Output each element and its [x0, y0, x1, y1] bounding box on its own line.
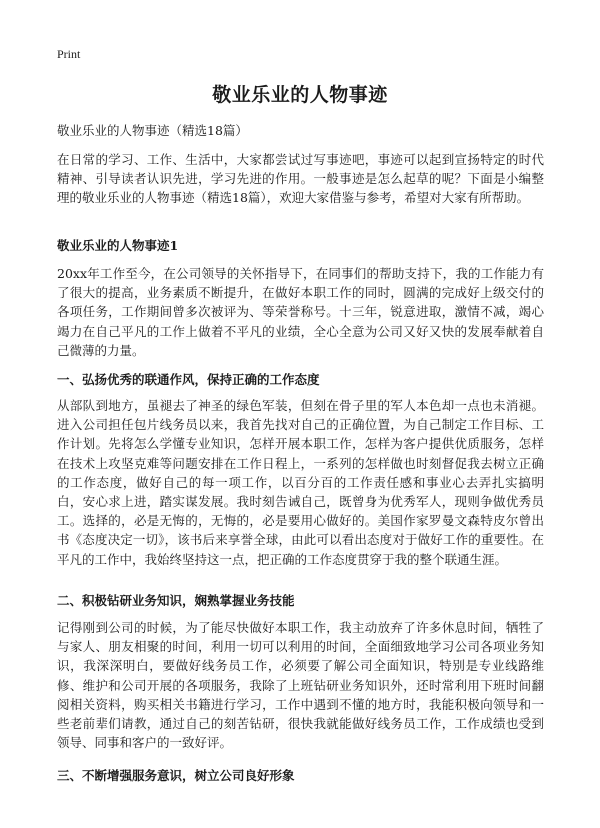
heading-2-paragraph: 记得刚到公司的时候，为了能尽快做好本职工作，我主动放弃了许多休息时间，牺牲了与家人、朋友相聚的时间，利用一切可以利用的时间，全面细致地学习公司各项业务知识，我深深明白，要做好线务员工作，必须要了解公司全面知识，特别是专业线路维修、维护和公司开展的各项服务，我除了上班钻研业务知识外，还时常利用下班时间翻阅相关资料，购买相关书籍进行学习，工作中遇到不懂的地方时，我能积极向领导和一些老前辈们请教，通过自己的刻苦钻研，很快我就能做好线务员工作，工作成绩也受到领导、同事和客户的一致好评。: [57, 620, 544, 751]
page-title: 敬业乐业的人物事迹: [212, 84, 388, 106]
intro-paragraph: 在日常的学习、工作、生活中，大家都尝试过写事迹吧，事迹可以起到宣扬特定的时代精神、引导读者认识先进，学习先进的作用。一般事迹是怎么起草的呢？下面是小编整理的敬业乐业的人物事迹（精选18篇），欢迎大家借鉴与参考，希望对大家有所帮助。: [57, 152, 544, 206]
heading-1-paragraph: 从部队到地方，虽褪去了神圣的绿色军装，但刻在骨子里的军人本色却一点也未消褪。进入公司担任包片线务员以来，我首先找对自己的正确位置，为自己制定工作目标、工作计划。先将怎么学懂专业知识，怎样开展本职工作，怎样为客户提供优质服务，怎样在技术上攻坚克难等问题安排在工作日程上，一系列的怎样做也时刻督促我去树立正确的工作态度，做好自己的每一项工作，以百分百的工作责任感和事业心去弄扎实搞明白，安心求上进，踏实谋发展。我时刻告诫自己，既曾身为优秀军人，现则争做优秀员工。选择的，必是无悔的，无悔的，必是要用心做好的。美国作家罗曼文森特皮尔曾出书《态度决定一切》，该书后来享誉全球，由此可以看出态度对于做好工作的重要性。在平凡的工作中，我始终坚持这一点，把正确的工作态度贯穿于我的整个联通生涯。: [57, 398, 544, 567]
document-subtitle: 敬业乐业的人物事迹（精选18篇）: [57, 123, 248, 138]
print-label: Print: [57, 47, 81, 61]
section-1-title: 敬业乐业的人物事迹1: [57, 238, 179, 253]
heading-2: 二、积极钻研业务知识，娴熟掌握业务技能: [57, 593, 295, 608]
heading-1: 一、弘扬优秀的联通作风，保持正确的工作态度: [57, 372, 320, 387]
section-1-paragraph: 20xx年工作至今，在公司领导的关怀指导下，在同事们的帮助支持下，我的工作能力有了很大的提高，业务素质不断提升，在做好本职工作的同时，圆满的完成好上级交付的各项任务，工作期间曾多次被评为、等荣誉称号。十三年，锐意进取，激情不减，竭心竭力在自己平凡的工作上做着不平凡的业绩，全心全意为公司又好又快的发展奉献着自己微薄的力量。: [57, 266, 544, 358]
heading-3: 三、不断增强服务意识，树立公司良好形象: [57, 768, 295, 783]
